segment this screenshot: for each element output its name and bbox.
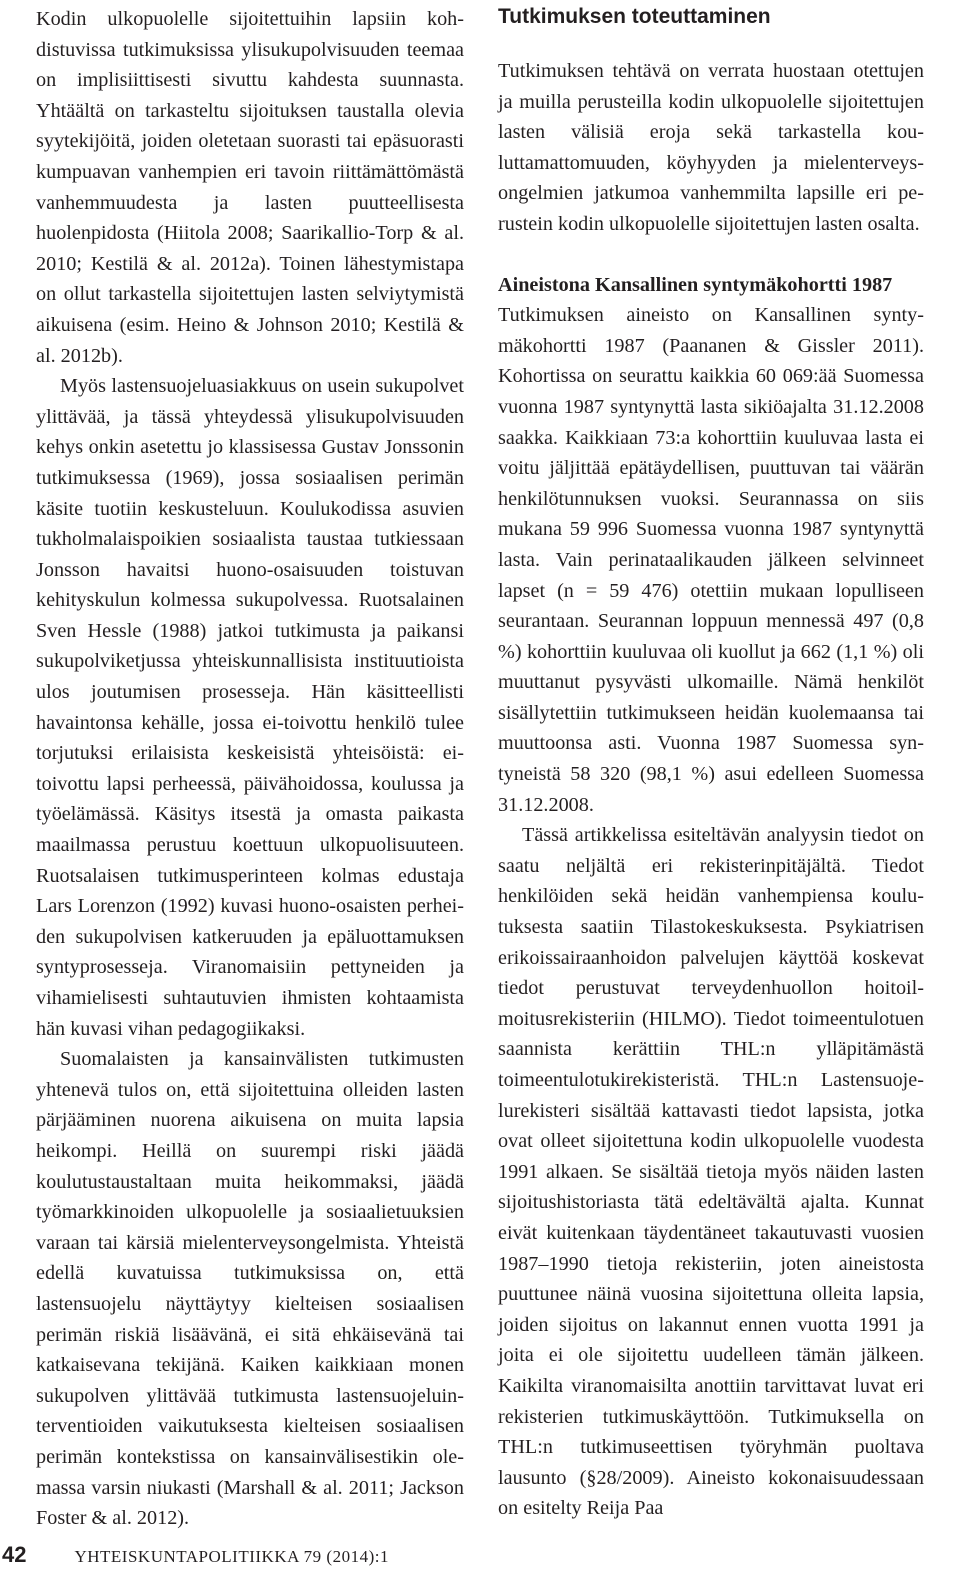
right-column xyxy=(498,4,924,1524)
journal-name: YHTEISKUNTAPOLITIIKKA 79 (2014):1 xyxy=(74,1547,389,1566)
right-paragraph-1: Tutkimuksen aineisto on Kansallinen syntymäkohortti 1987 (Paananen & Gissler 2011). Kohortissa on seurattu kaikkia 60 069:ää Suomessa vuonna 1987 syntynyttä lasta sikiöajalta 31.12.2008 saakka. Kaikkiaan 73:a kohorttiin kuuluvaa lasta ei voitu jäljittää epätäydellisen, puuttuvan tai väärän henkilötunnuksen vuoksi. Seurannassa on siis mukana 59 996 Suomessa vuonna 1987 syntynyttä lasta. Vain perinataalikauden jälkeen selvinneet lapset (n = 59 476) otettiin mukaan lopulliseen seurantaan. Seurannan loppuun mennessä 497 (0,8 %) kohorttiin kuuluvaa oli kuollut ja 662 (1,1 %) oli muuttanut pysyvästi ulkomaille. Nämä henkilöt sisällytettiin tutkimukseen heidän kuolemaansa tai muuttoonsa asti. Vuonna 1987 Suomessa syntyneistä 58 320 (98,1 %) asui edelleen Suomessa 31.12.2008. xyxy=(498,304,924,816)
left-paragraph-1: Kodin ulkopuolelle sijoitettuihin lapsiin kohdistuvissa tutkimuksissa ylisukupolvisuuden teemaa on implisiittisesti sivuttu kahdesta suunnasta. Yhtäältä on tarkasteltu sijoituksen taustalla olevia syytekijöitä, joiden oletetaan suorasti tai epäsuorasti kumpuavan vanhempien eri tavoin riittämättömästä vanhemmuudesta ja lasten puutteellisesta huolenpidosta (Hiitola 2008; Saarikallio-Torp & al. 2010; Kestilä & al. 2012a). Toinen lähestymistapa on ollut tarkastella sijoitettujen lasten selviytymistä aikuisena (esim. Heino & Johnson 2010; Kestilä & al. 2012b). xyxy=(36,8,464,367)
right-paragraph-2: Tässä artikkelissa esiteltävän analyysin tiedot on saatu neljältä eri rekisterinpitäjältä. Tiedot henkilöiden sekä heidän vanhempiensa koulutuksesta saatiin Tilastokeskuksesta. Psykiatrisen erikoissairaanhoidon palvelujen käyttöä koskevat tiedot perustuvat terveydenhuollon hoitoilmoitusrekisteriin (HILMO). Tiedot toimeentulotuen saannista kerättiin THL:n ylläpitämästä toimeentulotukirekisteristä. THL:n Lastensuojelurekisteri sisältää kattavasti tiedot lapsista, jotka ovat olleet sijoitettuna kodin ulkopuolelle vuodesta 1991 alkaen. Se sisältää tietoja myös näiden lasten sijoitushistoriasta tätä edeltävältä ajalta. Kunnat eivät kuitenkaan täydentäneet takautuvasti vuosien 1987–1990 tietoja rekisteriin, joten aineistosta puuttunee näinä vuosina sijoitettuna olleita lapsia, joiden sijoitus on lakannut ennen vuotta 1991 ja joita ei ole sijoitettu uudelleen tämän jälkeen. Kaikilta viranomaisilta anottiin tarvittavat luvat eri rekisterien tutkimuskäyttöön. Tutkimuksella on THL:n tutkimuseettisen työryhmän puoltava lausunto (§28/2009). Aineisto kokonaisuudessaan on esitelty Reija Paa xyxy=(498,824,924,1520)
paragraph-gap xyxy=(498,240,924,270)
section-heading: Tutkimuksen toteuttaminen xyxy=(498,5,771,28)
left-column xyxy=(36,4,464,1534)
left-paragraph-3: Suomalaisten ja kansainvälisten tutkimusten yhtenevä tulos on, että sijoitettuina olleiden lasten pärjääminen nuorena aikuisena on muita lapsia heikompi. Heillä on suurempi riski jäädä koulutustaustaltaan muita heikommaksi, jäädä työmarkkinoiden ulkopuolelle ja sosiaalietuuksien varaan tai kärsiä mielenterveysongelmista. Yhteistä edellä kuvatuissa tutkimuksissa on, että lastensuojelu näyttäytyy kielteisen sosiaalisen perimän riskiä lisäävänä, ei sitä ehkäisevänä tai katkaisevana tekijänä. Kaiken kaikkiaan monen sukupolven ylittävää tutkimusta lastensuojeluinterventioiden vaikutuksesta kielteisen sosiaalisen perimän kontekstissa on kansainvälisestikin olemassa varsin niukasti (Marshall & al. 2011; Jackson Foster & al. 2012). xyxy=(36,1048,464,1530)
left-paragraph-2: Myös lastensuojeluasiakkuus on usein sukupolvet ylittävää, ja tässä yhteydessä ylisukupolvisuuden kehys onkin asetettu jo klassisessa Gustav Jonssonin tutkimuksessa (1969), jossa sosiaalisen perimän käsite tuotiin keskusteluun. Koulukodissa asuvien tukholmalaispoikien sosiaalista taustaa tutkiessaan Jonsson havaitsi huono-osaisuuden toistuvan kehityskulun kolmessa sukupolvessa. Ruotsalainen Sven Hessle (1988) jatkoi tutkimusta ja paikansi sukupolviketjussa yhteiskunnallisista instituutioista ulos joutumisen prosesseja. Hän käsitteellisti havaintonsa kehälle, jossa ei-toivottu henkilö tulee torjutuksi erilaisista keskeisistä yhteisöistä: ei-toivottu lapsi perheessä, päivähoidossa, koulussa ja työelämässä. Käsitys itsestä ja omasta paikasta maailmassa perustuu koettuun ulkopuolisuuteen. Ruotsalaisen tutkimusperinteen kolmas edustaja Lars Lorenzon (1992) kuvasi huono-osaisten perheiden sukupolvisen katkeruuden ja epäluottamuksen syntyprosesseja. Viranomaisiin pettyneiden ja vihamielisesti suhtautuvien ihmisten kohtaamista hän kuvasi vihan pedagogiikaksi. xyxy=(36,375,464,1040)
page-number: 42 xyxy=(2,1542,27,1567)
page-footer xyxy=(0,1542,389,1572)
right-intro-paragraph: Tutkimuksen tehtävä on verrata huostaan otettujen ja muilla perusteilla kodin ulkopuolelle sijoitettujen lasten välisiä eroja sekä tarkastella kouluttamattomuuden, köyhyyden ja mielenterveysongelmien jatkumoa vanhemmilta lapsille eri perustein kodin ulkopuolelle sijoitettujen lasten osalta. xyxy=(498,60,924,235)
subsection-heading: Aineistona Kansallinen syntymäkohortti 1987 xyxy=(498,273,893,296)
